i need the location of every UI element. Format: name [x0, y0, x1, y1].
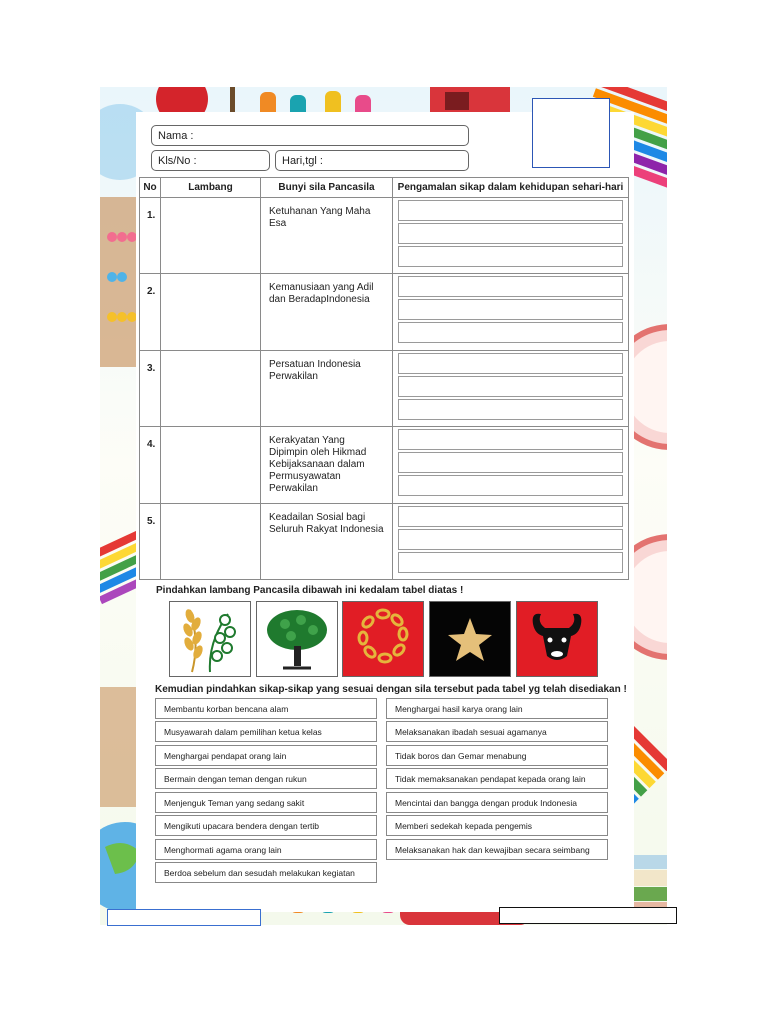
lambang-drop-cell[interactable]: [161, 503, 261, 579]
table-header-row: [140, 178, 629, 198]
sikap-card[interactable]: Mencintai dan bangga dengan produk Indonesia: [386, 792, 608, 813]
sikap-slot[interactable]: [398, 353, 623, 374]
hari-tanggal-label: Hari,tgl :: [282, 155, 323, 167]
sikap-slot[interactable]: [398, 452, 623, 473]
sikap-card[interactable]: Melaksanakan ibadah sesuai agamanya: [386, 721, 608, 742]
sikap-card[interactable]: Menghormati agama orang lain: [155, 839, 377, 860]
sikap-slot[interactable]: [398, 223, 623, 244]
sikap-slot[interactable]: [398, 376, 623, 397]
sikap-instruction: Kemudian pindahkan sikap-sikap yang sesuai dengan sila tersebut pada tabel yg telah disediakan !: [155, 684, 627, 695]
sikap-slot[interactable]: [398, 276, 623, 297]
sila-text: Persatuan Indonesia Perwakilan: [261, 350, 393, 426]
sikap-card[interactable]: Membantu korban bencana alam: [155, 698, 377, 719]
table-row: [140, 503, 629, 579]
symbol-padi-kapas[interactable]: [169, 601, 251, 677]
sikap-slot[interactable]: [398, 322, 623, 343]
sikap-slot[interactable]: [398, 200, 623, 221]
column-header-lambang: Lambang: [161, 178, 261, 198]
sikap-card[interactable]: Bermain dengan teman dengan rukun: [155, 768, 377, 789]
row-number: 3.: [140, 350, 161, 426]
column-header-pengamalan: Pengamalan sikap dalam kehidupan sehari-hari: [393, 178, 629, 198]
sikap-card[interactable]: Tidak memaksanakan pendapat kepada orang lain: [386, 768, 608, 789]
sila-text: Kerakyatan Yang Dipimpin oleh Hikmad Kebijaksanaan dalam Permusyawatan Perwakilan: [261, 427, 393, 503]
footer-right-box[interactable]: [499, 907, 677, 924]
table-row: [140, 350, 629, 426]
kelas-no-field[interactable]: [151, 150, 270, 171]
symbol-bintang[interactable]: [429, 601, 511, 677]
table-row: [140, 427, 629, 503]
lambang-drop-cell[interactable]: [161, 274, 261, 350]
sikap-slot[interactable]: [398, 529, 623, 550]
nama-field[interactable]: [151, 125, 469, 146]
sikap-card[interactable]: Menghargai hasil karya orang lain: [386, 698, 608, 719]
lambang-drop-cell[interactable]: [161, 427, 261, 503]
sikap-slot[interactable]: [398, 399, 623, 420]
pancasila-table: [139, 177, 629, 580]
sikap-card[interactable]: Berdoa sebelum dan sesudah melakukan kegiatan: [155, 862, 377, 883]
symbol-pohon-beringin[interactable]: [256, 601, 338, 677]
sila-text: Kemanusiaan yang Adil dan BeradapIndonesia: [261, 274, 393, 350]
sikap-card[interactable]: Tidak boros dan Gemar menabung: [386, 745, 608, 766]
kelas-no-label: Kls/No :: [158, 155, 197, 167]
sikap-slot[interactable]: [398, 475, 623, 496]
rantai-icon: [343, 602, 423, 676]
pengamalan-cell: [393, 198, 629, 274]
table-row: [140, 198, 629, 274]
pengamalan-cell: [393, 503, 629, 579]
pengamalan-cell: [393, 350, 629, 426]
padi-kapas-icon: [170, 602, 250, 676]
sikap-slot[interactable]: [398, 246, 623, 267]
sikap-card[interactable]: Musyawarah dalam pemilihan ketua kelas: [155, 721, 377, 742]
sikap-slot[interactable]: [398, 506, 623, 527]
pengamalan-cell: [393, 274, 629, 350]
footer-left-box[interactable]: [107, 909, 261, 926]
column-header-no: No: [140, 178, 161, 198]
sikap-slot[interactable]: [398, 429, 623, 450]
kepala-banteng-icon: [517, 602, 597, 676]
pengamalan-cell: [393, 427, 629, 503]
symbol-instruction: Pindahkan lambang Pancasila dibawah ini kedalam tabel diatas !: [156, 585, 464, 596]
sila-text: Ketuhanan Yang Maha Esa: [261, 198, 393, 274]
sikap-card[interactable]: Melaksanakan hak dan kewajiban secara seimbang: [386, 839, 608, 860]
sikap-card[interactable]: Menghargai pendapat orang lain: [155, 745, 377, 766]
row-number: 5.: [140, 503, 161, 579]
sikap-slot[interactable]: [398, 299, 623, 320]
symbol-kepala-banteng[interactable]: [516, 601, 598, 677]
pohon-beringin-icon: [257, 602, 337, 676]
row-number: 2.: [140, 274, 161, 350]
sikap-card[interactable]: Mengikuti upacara bendera dengan tertib: [155, 815, 377, 836]
sikap-slot[interactable]: [398, 552, 623, 573]
star-icon: [430, 602, 510, 676]
sikap-card[interactable]: Menjenguk Teman yang sedang sakit: [155, 792, 377, 813]
row-number: 4.: [140, 427, 161, 503]
lambang-drop-cell[interactable]: [161, 350, 261, 426]
symbol-rantai[interactable]: [342, 601, 424, 677]
hari-tanggal-field[interactable]: [275, 150, 469, 171]
column-header-sila: Bunyi sila Pancasila: [261, 178, 393, 198]
photo-box[interactable]: [532, 98, 610, 168]
lambang-drop-cell[interactable]: [161, 198, 261, 274]
sila-text: Keadailan Sosial bagi Seluruh Rakyat Indonesia: [261, 503, 393, 579]
nama-label: Nama :: [158, 130, 194, 142]
row-number: 1.: [140, 198, 161, 274]
sikap-card[interactable]: Memberi sedekah kepada pengemis: [386, 815, 608, 836]
table-row: [140, 274, 629, 350]
